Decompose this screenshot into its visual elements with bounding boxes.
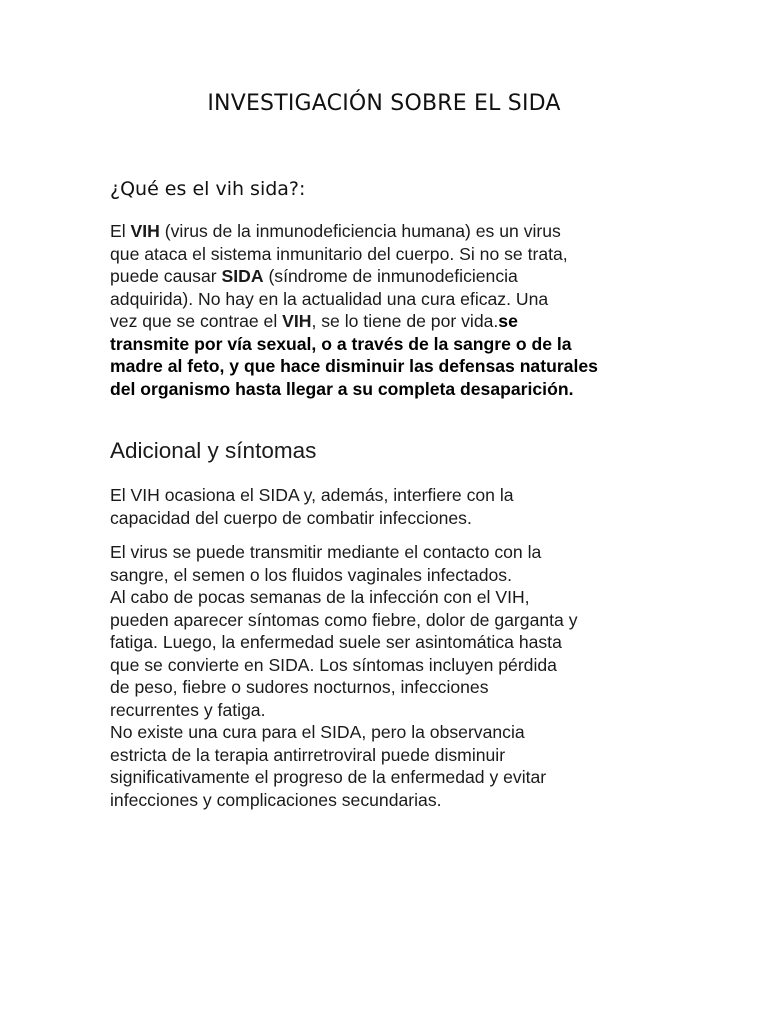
- text-line: [110, 631, 670, 654]
- text-line: [110, 355, 670, 378]
- text-run: se: [498, 311, 518, 331]
- text-line: [110, 721, 670, 744]
- text-line: [110, 744, 670, 767]
- text-line: [110, 676, 670, 699]
- text-line: [110, 541, 670, 564]
- text-run: vez que se contrae el: [110, 311, 283, 331]
- text-line: [110, 243, 670, 266]
- text-line: [110, 586, 670, 609]
- section-heading-symptoms: Adicional y síntomas: [110, 438, 317, 463]
- paragraph-transmission-symptoms: [110, 541, 670, 811]
- text-run: No existe una cura para el SIDA, pero la observancia: [110, 722, 525, 742]
- text-run: de peso, fiebre o sudores nocturnos, infecciones: [110, 677, 489, 697]
- text-run: , se lo tiene de por vida.: [311, 311, 499, 331]
- text-line: [110, 310, 670, 333]
- text-line: [110, 564, 670, 587]
- paragraph-definition: [110, 220, 670, 400]
- text-run: El virus se puede transmitir mediante el contacto con la: [110, 542, 542, 562]
- text-line: [110, 288, 670, 311]
- text-line: [110, 484, 670, 507]
- text-line: [110, 699, 670, 722]
- text-run: fatiga. Luego, la enfermedad suele ser asintomática hasta: [110, 632, 562, 652]
- text-run: sangre, el semen o los fluidos vaginales infectados.: [110, 564, 512, 585]
- text-run: (síndrome de inmunodeficiencia: [263, 266, 518, 286]
- text-run: Al cabo de pocas semanas de la infección con el VIH,: [110, 587, 530, 607]
- text-run: madre al feto, y que hace disminuir las defensas naturales: [110, 356, 598, 376]
- text-run: (virus de la inmunodeficiencia humana) es un virus: [159, 221, 561, 241]
- bold-term: VIH: [282, 311, 312, 331]
- document-title: INVESTIGACIÓN SOBRE EL SIDA: [207, 91, 561, 116]
- text-run: El VIH ocasiona el SIDA y, además, interfiere con la: [110, 485, 514, 505]
- text-run: puede causar: [110, 266, 222, 286]
- text-run: recurrentes y fatiga.: [110, 699, 266, 720]
- bold-term: VIH: [130, 221, 160, 241]
- text-line: [110, 265, 670, 288]
- text-run: adquirida). No hay en la actualidad una cura eficaz. Una: [110, 288, 549, 309]
- text-line: [110, 507, 670, 530]
- paragraph-effects: [110, 484, 670, 529]
- text-run: El: [110, 221, 131, 241]
- text-run: que se convierte en SIDA. Los síntomas incluyen pérdida: [110, 654, 557, 675]
- text-line: [110, 654, 670, 677]
- text-line: [110, 766, 670, 789]
- text-line: [110, 333, 670, 356]
- text-run: capacidad del cuerpo de combatir infecciones.: [110, 507, 472, 528]
- text-line: [110, 378, 670, 401]
- text-run: pueden aparecer síntomas como fiebre, dolor de garganta y: [110, 609, 578, 630]
- text-run: infecciones y complicaciones secundarias.: [110, 789, 442, 810]
- text-run: significativamente el progreso de la enfermedad y evitar: [110, 767, 547, 787]
- question-heading: ¿Qué es el vih sida?:: [110, 178, 306, 200]
- text-line: [110, 789, 670, 812]
- text-run: que ataca el sistema inmunitario del cuerpo. Si no se trata,: [110, 243, 568, 264]
- text-run: del organismo hasta llegar a su completa desaparición.: [110, 378, 574, 399]
- bold-term: SIDA: [221, 266, 264, 286]
- text-run: estricta de la terapia antirretroviral puede disminuir: [110, 744, 506, 765]
- text-run: transmite por vía sexual, o a través de la sangre o de la: [110, 333, 572, 354]
- text-line: [110, 220, 670, 243]
- text-line: [110, 609, 670, 632]
